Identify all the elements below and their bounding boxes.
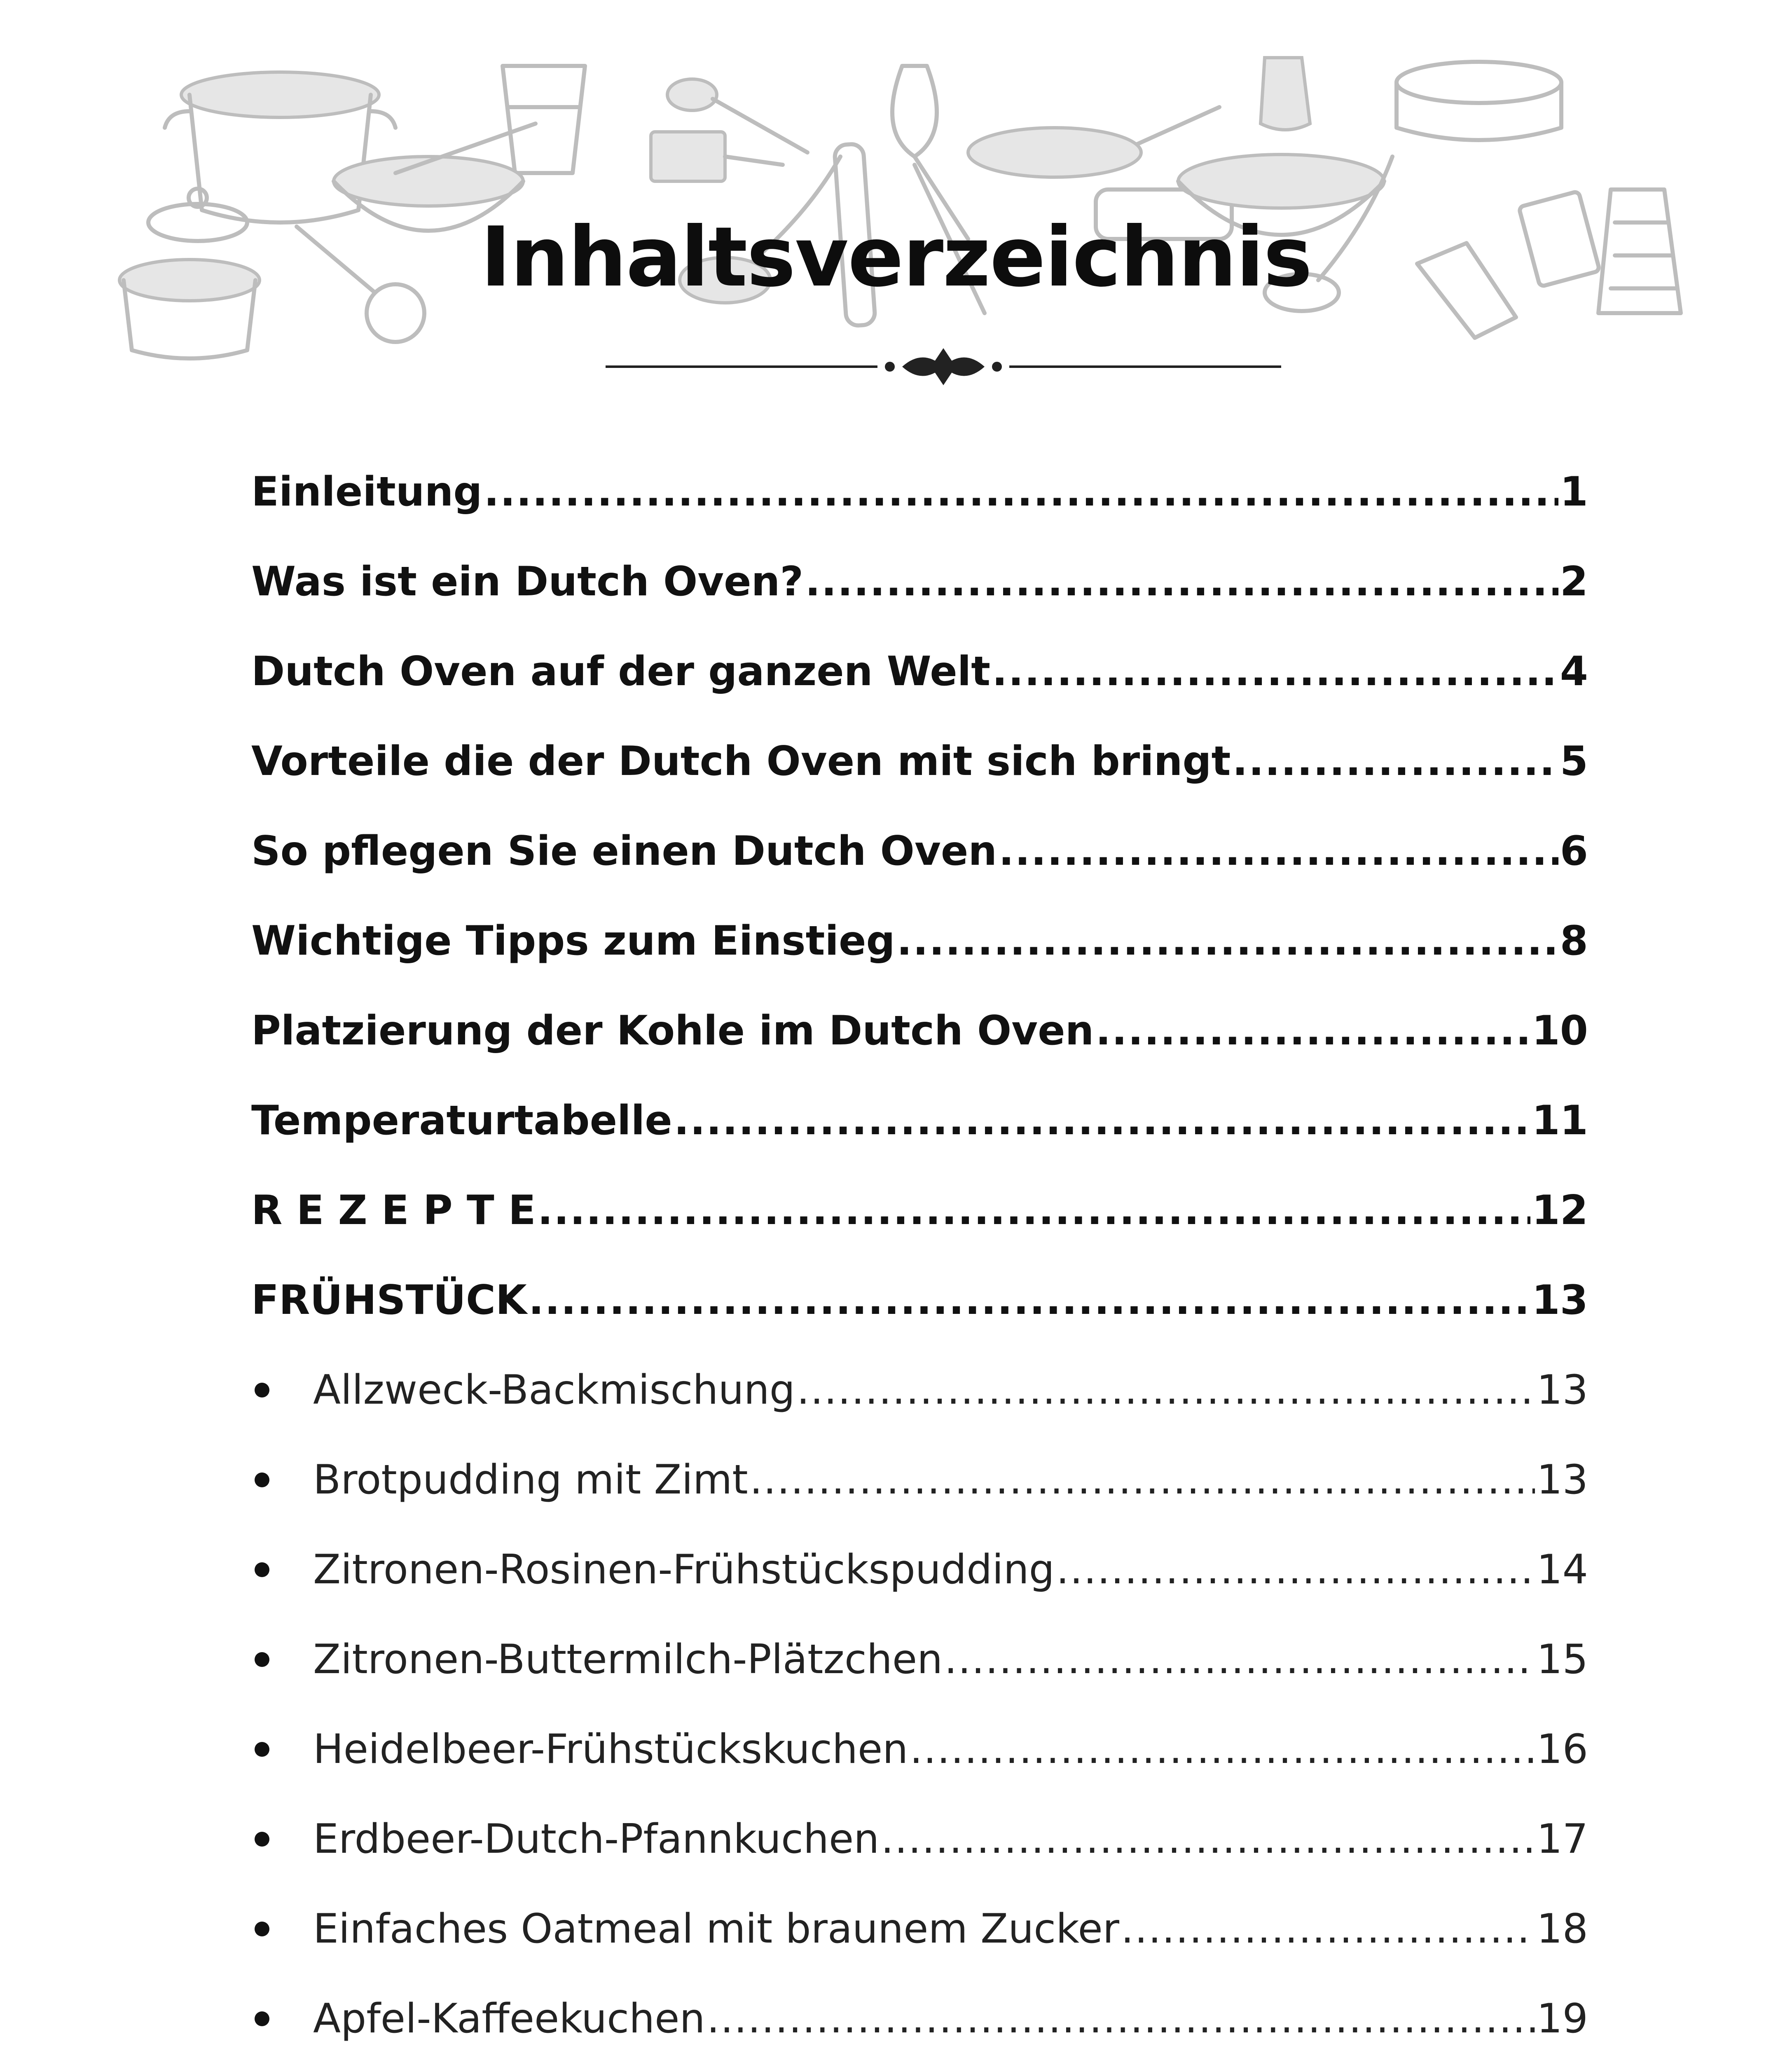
dot-leader [897, 918, 1558, 964]
toc-page-number: 5 [1560, 738, 1588, 785]
toc-entry-label: Zitronen-Buttermilch-Plätzchen [313, 1636, 943, 1683]
toc-page-number: 13 [1537, 1367, 1588, 1414]
toc-page-number: 15 [1537, 1636, 1588, 1683]
toc-entry-label: So pflegen Sie einen Dutch Oven [251, 828, 997, 875]
bullet-icon [251, 1383, 313, 1398]
dot-leader [881, 1816, 1535, 1863]
dot-leader [805, 558, 1558, 605]
dot-leader [999, 828, 1558, 875]
toc-entry-label: Zitronen-Rosinen-Frühstückspudding [313, 1546, 1055, 1593]
toc-entry[interactable] [251, 447, 1588, 537]
toc-entry-label: R E Z E P T E [251, 1187, 536, 1234]
toc-subentry[interactable] [251, 1525, 1588, 1615]
toc-page-number: 12 [1532, 1187, 1588, 1234]
cake-tin-icon [1397, 62, 1561, 140]
dot-leader [529, 1277, 1530, 1324]
dot-leader [1056, 1546, 1535, 1593]
toc-entry[interactable] [251, 1255, 1588, 1345]
toc-entry-label: Allzweck-Backmischung [313, 1367, 795, 1414]
bullet-icon [251, 1562, 313, 1577]
toc-entry[interactable] [251, 537, 1588, 627]
toc-entry-label: Heidelbeer-Frühstückskuchen [313, 1726, 908, 1773]
toc-page-number: 10 [1532, 1007, 1588, 1054]
toc-entry[interactable] [251, 1166, 1588, 1255]
toc-subentry[interactable] [251, 1345, 1588, 1435]
toc-entry-label: Vorteile die der Dutch Oven mit sich bringt [251, 738, 1231, 785]
toc-page-number: 13 [1532, 1277, 1588, 1324]
toc-entry-label: Einleitung [251, 468, 482, 515]
page-title: Inhaltsverzeichnis [480, 209, 1312, 305]
dot-leader [1095, 1007, 1530, 1054]
table-of-contents [251, 447, 1588, 2060]
bullet-icon [251, 1922, 313, 1936]
toc-page-number: 1 [1560, 468, 1588, 515]
toc-entry[interactable] [251, 986, 1588, 1076]
toc-entry-label: FRÜHSTÜCK [251, 1277, 527, 1324]
cleaver-icon [651, 132, 783, 181]
dot-leader [707, 1995, 1535, 2042]
toc-entry[interactable] [251, 627, 1588, 716]
toc-page-number: 18 [1537, 1906, 1588, 1952]
toc-entry-label: Erdbeer-Dutch-Pfannkuchen [313, 1816, 880, 1863]
dot-leader [1121, 1906, 1535, 1952]
toc-entry-label: Wichtige Tipps zum Einstieg [251, 918, 895, 964]
bullet-icon [251, 1742, 313, 1757]
dot-leader [674, 1097, 1530, 1144]
toc-entry-label: Brotpudding mit Zimt [313, 1456, 748, 1503]
toc-subentry[interactable] [251, 1884, 1588, 1974]
toc-subentry[interactable] [251, 1974, 1588, 2060]
toc-page-number: 17 [1537, 1816, 1588, 1863]
pan-icon [968, 107, 1219, 177]
toc-page-number: 6 [1560, 828, 1588, 875]
toc-page-number: 16 [1537, 1726, 1588, 1773]
toc-page-number: 8 [1560, 918, 1588, 964]
bullet-icon [251, 2011, 313, 2026]
toc-entry[interactable] [251, 806, 1588, 896]
kitchen-doodle-header [107, 49, 1689, 363]
glass-icon [503, 66, 585, 173]
dot-leader [992, 648, 1558, 695]
dot-leader [944, 1636, 1535, 1683]
bullet-icon [251, 1832, 313, 1847]
toc-subentry[interactable] [251, 1615, 1588, 1704]
toc-entry-label: Platzierung der Kohle im Dutch Oven [251, 1007, 1094, 1054]
toc-entry-label: Apfel-Kaffeekuchen [313, 1995, 705, 2042]
toc-entry[interactable] [251, 716, 1588, 806]
toc-entry-label: Dutch Oven auf der ganzen Welt [251, 648, 991, 695]
toc-subentry[interactable] [251, 1794, 1588, 1884]
toc-subentry[interactable] [251, 1435, 1588, 1525]
toc-page-number: 4 [1560, 648, 1588, 695]
toc-entry-label: Einfaches Oatmeal mit braunem Zucker [313, 1906, 1120, 1952]
title-divider-ornament [606, 340, 1281, 393]
toc-page-number: 13 [1537, 1456, 1588, 1503]
bullet-icon [251, 1472, 313, 1487]
toc-page-number: 11 [1532, 1097, 1588, 1144]
toc-subentry[interactable] [251, 1704, 1588, 1794]
dot-leader [797, 1367, 1535, 1414]
dot-leader [750, 1456, 1535, 1503]
dot-leader [538, 1187, 1530, 1234]
bullet-icon [251, 1652, 313, 1667]
toc-page-number: 2 [1560, 558, 1588, 605]
jug-icon [1261, 58, 1310, 130]
toc-entry-label: Temperaturtabelle [251, 1097, 672, 1144]
toc-entry-label: Was ist ein Dutch Oven? [251, 558, 804, 605]
dot-leader [1233, 738, 1558, 785]
toc-page-number: 19 [1537, 1995, 1588, 2042]
dot-leader [910, 1726, 1535, 1773]
toc-entry[interactable] [251, 1076, 1588, 1166]
toc-entry[interactable] [251, 896, 1588, 986]
dot-leader [484, 468, 1558, 515]
toc-page-number: 14 [1537, 1546, 1588, 1593]
